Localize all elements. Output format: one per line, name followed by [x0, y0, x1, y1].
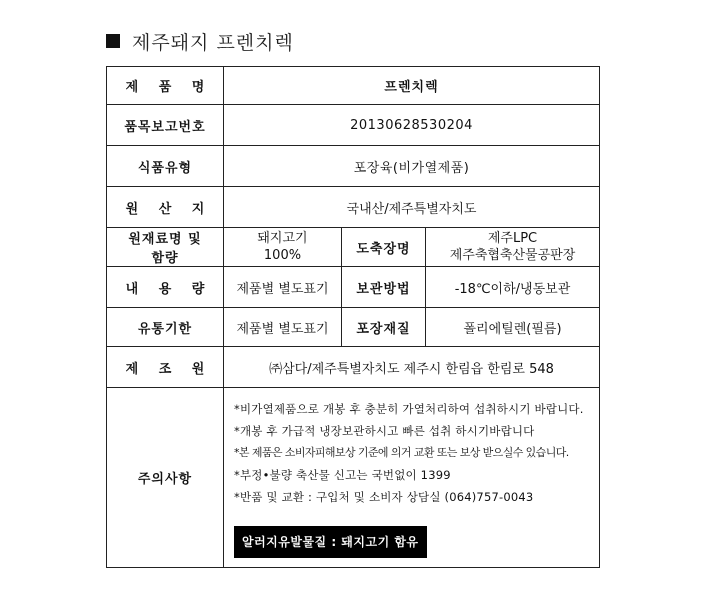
value-ingredients-line1: 돼지고기 — [257, 231, 308, 246]
heading-text: 제주돼지 프렌치렉 — [132, 31, 294, 54]
value-slaughterhouse-line2: 제주축협축산물공판장 — [449, 248, 576, 263]
label-ingredients — [107, 228, 224, 267]
value-ingredients — [224, 228, 342, 267]
row-manufacturer — [107, 347, 600, 388]
value-origin: 국내산/제주특별자치도 — [224, 187, 600, 228]
label-expiry: 유통기한 — [107, 308, 224, 347]
product-info-table — [106, 66, 600, 568]
value-product-name: 프렌치렉 — [224, 67, 600, 105]
value-content: 제품별 별도표기 — [224, 267, 342, 308]
label-content: 내 용 량 — [107, 267, 224, 308]
label-packaging: 포장재질 — [342, 308, 426, 347]
label-product-name: 제 품 명 — [107, 67, 224, 105]
square-bullet-icon — [106, 34, 120, 48]
caution-line-2: *개봉 후 가급적 냉장보관하시고 빠른 섭취 하시기바랍니다 — [234, 424, 535, 438]
value-report-number: 20130628530204 — [224, 105, 600, 146]
row-content — [107, 267, 600, 308]
label-ingredients-line1: 원재료명 및 — [128, 232, 202, 247]
row-product-name — [107, 67, 600, 105]
value-expiry: 제품별 별도표기 — [224, 308, 342, 347]
value-food-type: 포장육(비가열제품) — [224, 146, 600, 187]
caution-notes — [224, 388, 600, 568]
caution-line-3: *본 제품은 소비자피해보상 기준에 의거 교환 또는 보상 받으실수 있습니다. — [234, 446, 569, 459]
value-ingredients-line2: 100% — [263, 248, 302, 263]
value-storage: -18℃이하/냉동보관 — [426, 267, 600, 308]
caution-line-1: *비가열제품으로 개봉 후 충분히 가열처리하여 섭취하시기 바랍니다. — [234, 402, 584, 416]
value-packaging: 폴리에틸렌(필름) — [426, 308, 600, 347]
value-manufacturer: ㈜삼다/제주특별자치도 제주시 한림읍 한림로 548 — [224, 347, 600, 388]
label-report-number: 품목보고번호 — [107, 105, 224, 146]
caution-line-5: *반품 및 교환 : 구입처 및 소비자 상담실 (064)757-0043 — [234, 490, 534, 504]
label-origin: 원 산 지 — [107, 187, 224, 228]
row-report-number — [107, 105, 600, 146]
row-ingredients — [107, 228, 600, 267]
label-slaughterhouse: 도축장명 — [342, 228, 426, 267]
row-origin — [107, 187, 600, 228]
page-heading — [106, 28, 294, 54]
row-caution — [107, 388, 600, 568]
label-manufacturer: 제 조 원 — [107, 347, 224, 388]
value-slaughterhouse-line1: 제주LPC — [487, 231, 538, 246]
label-ingredients-line2: 함량 — [151, 251, 179, 266]
row-expiry — [107, 308, 600, 347]
label-storage: 보관방법 — [342, 267, 426, 308]
label-food-type: 식품유형 — [107, 146, 224, 187]
row-food-type — [107, 146, 600, 187]
allergy-notice: 알러지유발물질 : 돼지고기 함유 — [234, 526, 427, 558]
value-slaughterhouse — [426, 228, 600, 267]
label-caution: 주의사항 — [107, 388, 224, 568]
caution-line-4: *부정•불량 축산물 신고는 국번없이 1399 — [234, 468, 451, 482]
